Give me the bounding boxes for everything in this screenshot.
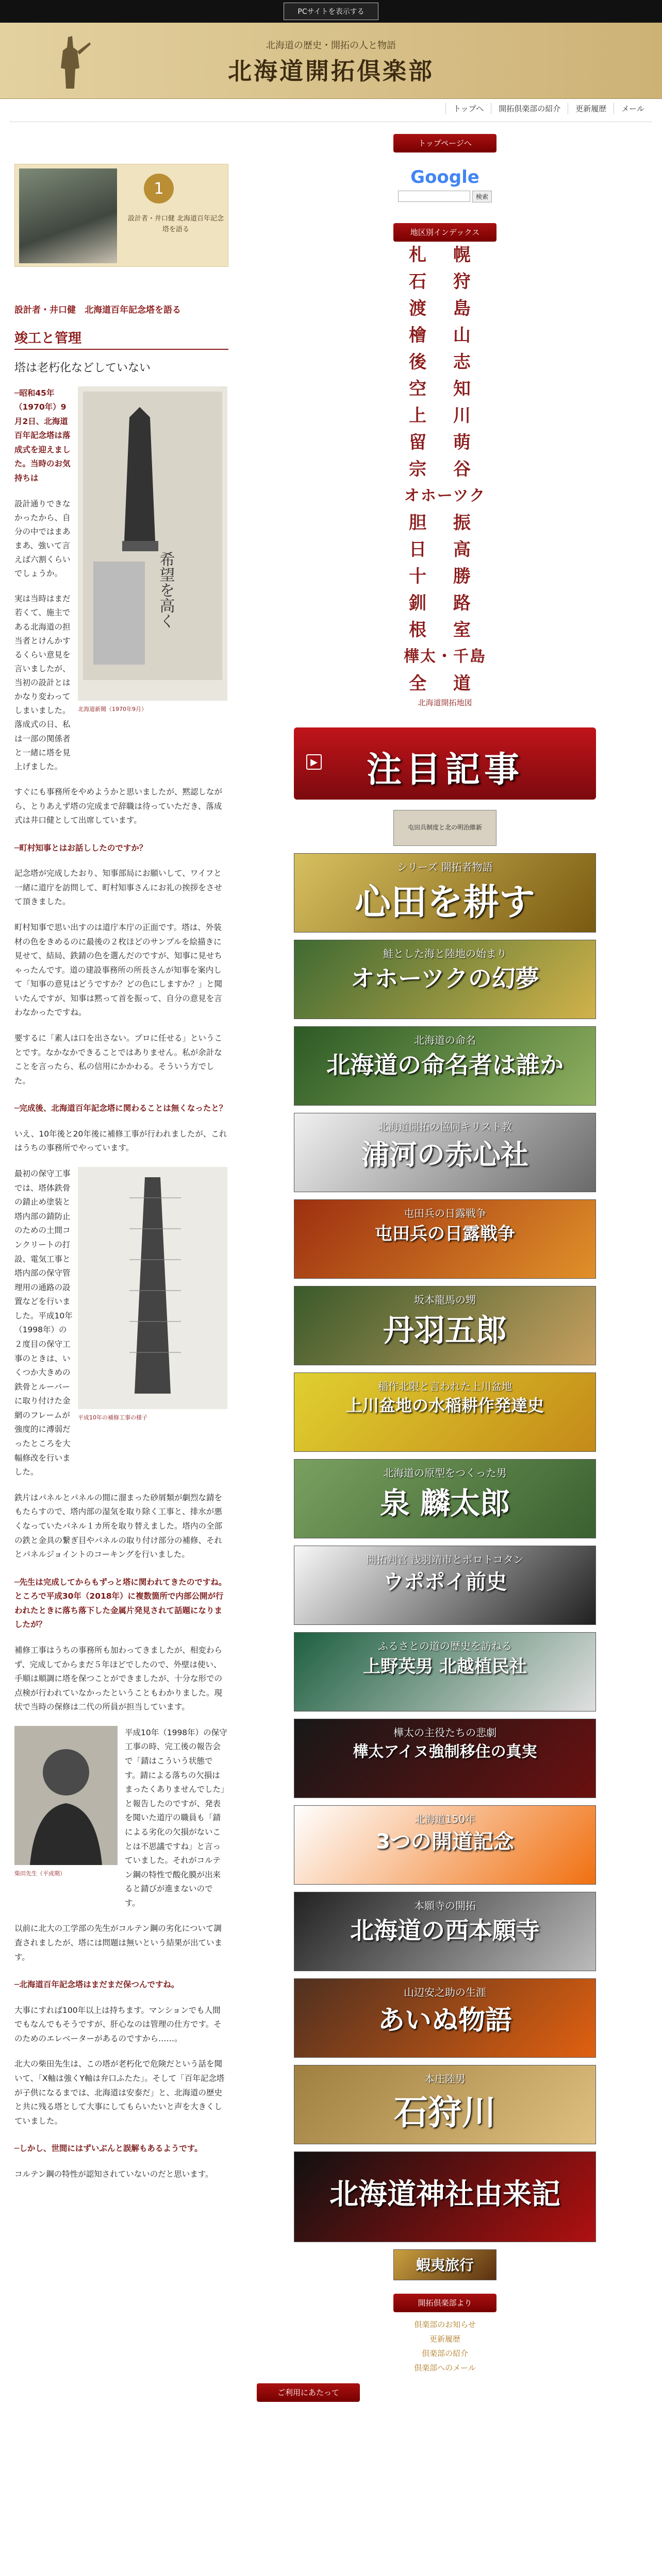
banner-subtitle: 開拓判官 浅羽靖市とポロトコタン xyxy=(366,1553,524,1566)
paragraph: いえ、10年後と20年後に補修工事が行われましたが、これはうちの事務所でやっています。 xyxy=(14,1129,227,1153)
banner-title: 北海道の西本願寺 xyxy=(350,1917,540,1944)
header-subtitle: 北海道の歴史・開拓の人と物語 xyxy=(266,40,396,51)
info-list xyxy=(252,2317,638,2375)
paragraph: 町村知事で思い出すのは道庁本庁の正面です。塔は、外装材の色をきめるのに最後の２枚ほどのサンプルを絵描きに見せて、結局、鉄錆の色を選んだのですが、知事に見せちゃったんです。道の建設事務所の所長さんが知事を案内して「知事の意見はどうですか？どの色にしますか？」と聞いたんですが、知事は黙って首を振って、自分の意見を言わなかったですね。 xyxy=(14,922,223,1018)
article-banner[interactable] xyxy=(294,1805,596,1885)
paragraph: 平成10年（1998年）の保守工事の時、完工後の報告会で「錆はこういう状態です。錆による落ちの欠損はまったくありませんでした」と報告したのですが、発表を聞いた道庁の職員も「錆による劣化の欠損がないことは不思議ですね」と言っていました。それがコルテン鋼の特性で酸化膜が出来ると錆びが進まないのです。 xyxy=(125,1727,227,1908)
title-rule xyxy=(14,349,228,350)
area-link[interactable]: オホーツク xyxy=(404,487,486,505)
paragraph: 最初の保守工事では、塔体鉄骨の錆止め塗装と塔内部の錆防止のための土間コンクリートの打設、電気工事と塔内部の保守管理用の通路の設置などを行いました。平成10年（1998年）の２度目の保守工事のときは、いくつか大きめの鉄骨とルーバーに取り付けた金網のフレームが強度的に溥弱だったところを大幅修改を行いました。 xyxy=(14,1169,73,1477)
area-link[interactable]: 札 幌 xyxy=(409,245,481,265)
featured-banner[interactable]: ▶ 注目記事 xyxy=(294,727,596,800)
map-link[interactable]: 北海道開拓地図 xyxy=(418,698,472,707)
article-banner[interactable] xyxy=(294,1113,596,1192)
banner-subtitle: 本庄陸男 xyxy=(424,2073,466,2085)
area-link[interactable]: 根 室 xyxy=(409,620,481,640)
shibata-portrait xyxy=(14,1726,118,1865)
article-banner[interactable] xyxy=(294,1892,596,1971)
article-banner[interactable] xyxy=(294,940,596,1019)
photo-caption: 北海道新聞（1970年9月） xyxy=(78,705,147,713)
area-link[interactable]: 釧 路 xyxy=(409,593,481,614)
area-link[interactable]: 留 萌 xyxy=(409,432,481,453)
article-banner[interactable] xyxy=(294,1372,596,1452)
area-link[interactable]: 日 高 xyxy=(409,539,481,560)
area-link[interactable]: 全 道 xyxy=(409,673,481,694)
question: ─しかし、世間にはずいぶんと誤解もあるようです。 xyxy=(14,2144,203,2154)
tower-scaffold-photo xyxy=(78,1167,227,1409)
usage-button[interactable]: ご利用にあたって xyxy=(257,2383,360,2402)
banner-title: 3つの開道記念 xyxy=(376,1830,514,1854)
google-logo: Google xyxy=(410,167,479,188)
pc-site-button[interactable]: PCサイトを表示する xyxy=(284,3,378,20)
nav-mail[interactable]: メール xyxy=(614,103,652,114)
sidebar xyxy=(252,134,638,2402)
banner-subtitle: 屯田兵の日露戦争 xyxy=(404,1207,486,1219)
area-link[interactable]: 宗 谷 xyxy=(409,459,481,480)
info-link[interactable]: 倶楽部の紹介 xyxy=(421,2349,468,2358)
portrait-image xyxy=(19,168,117,263)
photo-caption: 柴田先生（平成期） xyxy=(14,1870,65,1877)
area-link[interactable]: 空 知 xyxy=(409,379,481,399)
small-banner[interactable]: 屯田兵制度と北の明治維新 xyxy=(393,810,496,846)
article-banner[interactable] xyxy=(294,1026,596,1106)
article-title: 竣工と管理 xyxy=(14,330,82,346)
global-nav xyxy=(445,103,652,114)
area-link[interactable]: 檜 山 xyxy=(409,325,481,346)
banner-subtitle: 北海道の原型をつくった男 xyxy=(383,1467,507,1479)
site-header xyxy=(0,23,662,99)
play-icon: ▶ xyxy=(306,754,322,770)
banner-title: 樺太アイヌ強制移住の真実 xyxy=(353,1743,537,1761)
article-banner[interactable] xyxy=(294,1199,596,1279)
article-banner[interactable] xyxy=(294,1459,596,1538)
area-index xyxy=(393,242,496,697)
photo-caption: 平成10年の補修工事の様子 xyxy=(78,1414,147,1421)
banner-title: 上川盆地の水稲耕作発達史 xyxy=(345,1396,544,1415)
paragraph: すぐにも事務所をやめようかと思いましたが、黙認しながら、とりあえず塔の完成まで辞職は待っていただき、落成式は井口健として出席しています。 xyxy=(14,787,223,825)
question: ─町村知事とはお話ししたのですか？ xyxy=(14,843,147,853)
banner-title: あいぬ物語 xyxy=(377,2005,512,2036)
banner-subtitle: 北海道開拓の協同キリスト教 xyxy=(378,1121,512,1133)
banner-title: 上野英男 北越植民社 xyxy=(363,1656,527,1677)
banner-subtitle: 本願寺の開拓 xyxy=(414,1900,476,1912)
paragraph: 設計通りできなかったから、自分の中ではまあまあ、強いて言えば六割くらいでしょうか。 xyxy=(14,499,71,579)
hero-banner xyxy=(14,164,228,267)
text-photo-row xyxy=(14,1167,228,1480)
banner-title: 心田を耕す xyxy=(355,881,535,923)
banner-subtitle: 北海道150年 xyxy=(414,1813,476,1825)
article-banner[interactable] xyxy=(294,1719,596,1798)
text-photo-row xyxy=(14,386,228,774)
banner-subtitle: ふるさとの道の歴史を訪ねる xyxy=(378,1640,512,1652)
question: ─北海道百年記念塔はまだまだ保つんですね。 xyxy=(14,1980,179,1990)
paragraph: 記念塔が完成したおり、知事部局にお願いして、ワイフと一緒に道庁を訪問して、町村知事さんにお礼の挨拶をさせて頂きました。 xyxy=(14,869,222,907)
nav-top[interactable]: トップへ xyxy=(445,103,491,114)
area-index-button[interactable]: 地区別インデックス xyxy=(393,223,496,242)
area-link[interactable]: 後 志 xyxy=(409,352,481,372)
top-bar xyxy=(0,0,662,23)
banner-subtitle: 北海道の命名 xyxy=(414,1034,476,1046)
info-link[interactable]: 更新履歴 xyxy=(429,2334,460,2344)
paragraph: 実は当時はまだ若くて、施主である北海道の担当者とけんかするくらい意見を言いましたが、当初の設計とはかなり変わってしまいました。落成式の日、私は一部の関係者と一緒に塔を見上げました。 xyxy=(14,594,71,771)
banner-title: 北海道神社由来記 xyxy=(329,2178,560,2211)
article-banner[interactable] xyxy=(294,1546,596,1625)
banner-title: 泉 麟太郎 xyxy=(379,1486,510,1521)
article-banner[interactable] xyxy=(294,2151,596,2242)
info-link[interactable]: 倶楽部へのメール xyxy=(414,2363,476,2372)
article-banner[interactable] xyxy=(294,1632,596,1711)
paragraph: 北大の柴田先生は、この塔が老朽化で危険だという話を聞いて、「X軸は強くY軸は弁口ふたた」。そして「百年記念塔が子供になるまでは、北海道は安泰だ」と、北海道の歴史と共に残る塔として大事にしてもらいたいと声を大きくしていました。 xyxy=(14,2059,225,2126)
svg-text:希望を高く: 希望を高く xyxy=(156,551,175,629)
hero-caption: 設計者・井口健 北海道百年記念塔を語る xyxy=(127,215,224,233)
area-link[interactable]: 十 勝 xyxy=(409,566,481,587)
article-banner[interactable] xyxy=(393,2249,496,2280)
banner-subtitle: 稲作北限と言われた上川盆地 xyxy=(378,1380,512,1393)
banner-title: オホーツクの幻夢 xyxy=(351,964,539,992)
question: ─完成後、北海道百年記念塔に関わることは無くなったと？ xyxy=(14,1104,227,1113)
banner-subtitle: シリーズ 開拓者物語 xyxy=(397,861,493,873)
newspaper-photo xyxy=(78,386,227,701)
site-title[interactable]: 北海道開拓倶楽部 xyxy=(228,57,434,85)
top-page-button[interactable]: トップページへ xyxy=(393,134,496,152)
paragraph: コルテン鋼の特性が認知されていないのだと思います。 xyxy=(14,2169,213,2179)
banner-title: ウポポイ前史 xyxy=(383,1570,507,1594)
article-banner[interactable] xyxy=(294,1286,596,1365)
banner-title: 浦河の赤心社 xyxy=(361,1139,528,1171)
banner-list xyxy=(252,853,638,2280)
search-input[interactable] xyxy=(398,191,470,202)
section-heading: 塔は老朽化などしていない xyxy=(14,361,151,375)
paragraph: 要するに「素人は口を出さない。プロに任せる」ということです。なかなかできることではありません。私が余計なことを言ったら、私の信用にかかわる。そういう方でした。 xyxy=(14,1033,223,1086)
author-line: 設計者・井口健 北海道百年記念塔を語る xyxy=(14,305,181,315)
article-banner[interactable] xyxy=(294,853,596,933)
banner-title: 石狩川 xyxy=(394,2093,496,2132)
banner-title: 蝦夷旅行 xyxy=(416,2257,474,2274)
area-link[interactable]: 石 狩 xyxy=(409,272,481,292)
banner-title: 北海道の命名者は誰か xyxy=(326,1051,564,1079)
banner-subtitle: 樺太の主役たちの悲劇 xyxy=(393,1726,496,1739)
article xyxy=(14,164,228,2181)
area-link[interactable]: 渡 島 xyxy=(409,298,481,319)
area-link[interactable]: 樺太・千島 xyxy=(404,648,486,666)
question: ─昭和45年（1970年）9月2日、北海道百年記念塔は落成式を迎えました。当時のお気持ちは xyxy=(14,388,71,483)
banner-title: 丹羽五郎 xyxy=(383,1313,507,1349)
question: ─先生は完成してからもずっと塔に関われてきたのですね。ところで平成30年（2018年）に複数箇所で内部公開が行われたときに落ち落下した金属片発見されて話題になりましたが？ xyxy=(14,1577,227,1630)
banner-title: 屯田兵の日露戦争 xyxy=(375,1224,515,1244)
paragraph: 補修工事はうちの事務所も加わってきましたが、相変わらず、完成してからまだ５年ほどでしたので、外壁は使い、手順は順調に塔を保つことができましたが、十分な形での点検が行われていなかったということもわかりました。現状で当時の保修は二代の所員が担当しています。 xyxy=(14,1645,223,1712)
nav-about[interactable]: 開拓倶楽部の紹介 xyxy=(491,103,568,114)
nav-history[interactable]: 更新履歴 xyxy=(568,103,614,114)
info-link[interactable]: 倶楽部のお知らせ xyxy=(414,2320,476,2329)
area-link[interactable]: 上 川 xyxy=(409,405,481,426)
club-info-button[interactable]: 開拓倶楽部より xyxy=(393,2294,496,2312)
area-link[interactable]: 胆 振 xyxy=(409,513,481,533)
paragraph: 鉄片はパネルとパネルの間に溜まった砂屑類が劇烈な錆をもたらすので、塔内部の湿気を取り除く工事と、排水が悪くなっていたパネル１カ所を取り替えました。塔内の全部の鉄と金具の繋ぎ目やパネルの取り付け部分の補修、それとパネルジョイントのコーキングを行いました。 xyxy=(14,1493,223,1560)
search-button[interactable]: 検索 xyxy=(472,191,492,202)
paragraph: 大事にすれば100年以上は持ちます。マンションでも人間でもなんでもそうですが、肝心なのは管理の仕方です。そのためのエレベーターがあるのですから……。 xyxy=(14,2005,222,2043)
paragraph: 以前に北大の工学部の先生がコルテン鋼の劣化について調査されましたが、塔には問題は無いという結果が出ています。 xyxy=(14,1924,223,1962)
episode-badge: 1 xyxy=(144,174,174,204)
banner-subtitle: 鮭とした海と陸地の始まり xyxy=(383,947,507,960)
banner-subtitle: 山辺安之助の生涯 xyxy=(404,1986,486,1998)
text-photo-row xyxy=(14,1726,228,1911)
article-banner[interactable] xyxy=(294,2065,596,2144)
article-banner[interactable] xyxy=(294,1978,596,2058)
banner-subtitle: 坂本龍馬の甥 xyxy=(414,1294,476,1306)
